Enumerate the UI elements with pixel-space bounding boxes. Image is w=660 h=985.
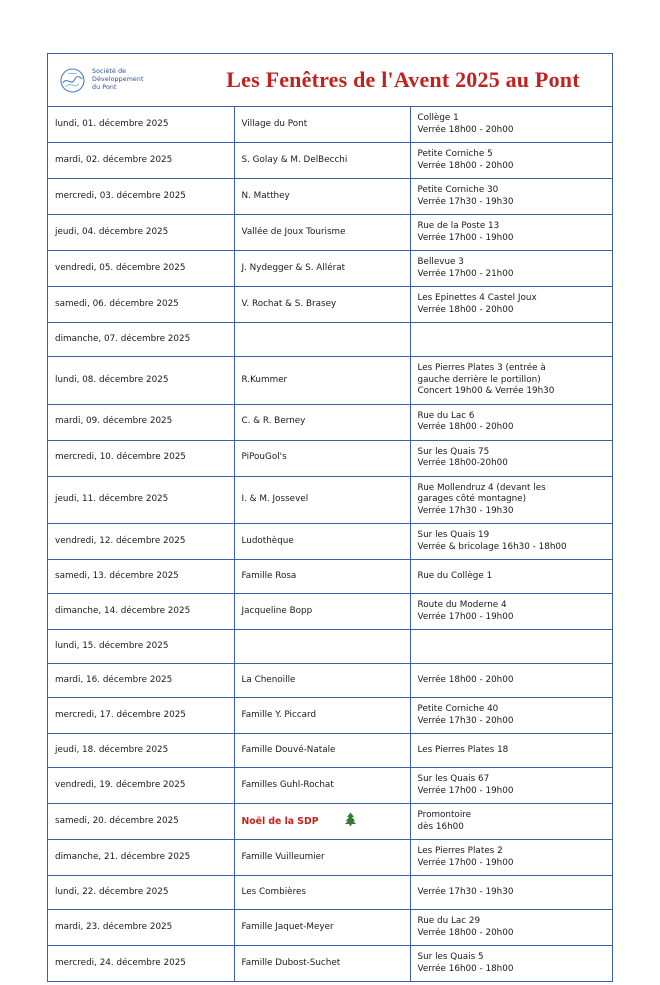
cell-host: Familles Guhl-Rochat	[234, 768, 410, 804]
cell-place	[410, 734, 612, 768]
place-line: Rue du Lac 29	[417, 916, 481, 926]
cell-place	[410, 476, 612, 524]
cell-host: La Chenoille	[234, 664, 410, 698]
cell-host: V. Rochat & S. Brasey	[234, 287, 410, 323]
cell-host: Jacqueline Bopp	[234, 594, 410, 630]
table-row	[48, 804, 612, 840]
place-line: Sur les Quais 19	[417, 530, 490, 540]
place-line: dès 16h00	[417, 821, 464, 832]
cell-host: Vallée de Joux Tourisme	[234, 215, 410, 251]
cell-date: lundi, 15. décembre 2025	[48, 630, 234, 664]
cell-place	[410, 946, 612, 982]
page-title: Les Fenêtres de l'Avent 2025 au Pont	[226, 67, 580, 92]
place-line: Promontoire	[417, 810, 472, 820]
cell-date: vendredi, 19. décembre 2025	[48, 768, 234, 804]
table-row	[48, 594, 612, 630]
place-line: Rue du Collège 1	[417, 570, 493, 581]
table-row	[48, 524, 612, 560]
cell-date: mardi, 02. décembre 2025	[48, 143, 234, 179]
cell-host: Famille Douvé-Natale	[234, 734, 410, 768]
place-line: Rue de la Poste 13	[417, 221, 500, 231]
cell-date: vendredi, 05. décembre 2025	[48, 251, 234, 287]
cell-place	[410, 698, 612, 734]
place-line: Sur les Quais 5	[417, 952, 484, 962]
place-line: Verrée 17h00 - 21h00	[417, 268, 514, 279]
logo-block	[54, 66, 208, 95]
cell-date: jeudi, 04. décembre 2025	[48, 215, 234, 251]
place-line: Verrée & bricolage 16h30 - 18h00	[417, 541, 567, 552]
advent-schedule-table	[48, 107, 612, 981]
place-line: Sur les Quais 75	[417, 446, 490, 457]
table-row	[48, 946, 612, 982]
place-line: Verrée 18h00 - 20h00	[417, 674, 514, 685]
cell-date: mardi, 16. décembre 2025	[48, 664, 234, 698]
advent-calendar-sheet	[47, 53, 613, 982]
cell-host: Famille Vuilleumier	[234, 840, 410, 876]
cell-place	[410, 560, 612, 594]
table-row	[48, 630, 612, 664]
cell-date: mardi, 09. décembre 2025	[48, 404, 234, 440]
table-row	[48, 323, 612, 357]
cell-date: mercredi, 24. décembre 2025	[48, 946, 234, 982]
cell-date: samedi, 20. décembre 2025	[48, 804, 234, 840]
cell-date: mercredi, 17. décembre 2025	[48, 698, 234, 734]
table-row	[48, 476, 612, 524]
place-line: Verrée 17h00 - 19h00	[417, 611, 514, 622]
place-line: Verrée 17h30 - 19h30	[417, 505, 514, 516]
place-line: Verrée 17h00 - 19h00	[417, 232, 514, 243]
place-line: Verrée 17h00 - 19h00	[417, 857, 514, 868]
document-header	[48, 54, 612, 107]
place-line: Verrée 17h30 - 19h30	[417, 886, 514, 897]
cell-place	[410, 287, 612, 323]
cell-place	[410, 404, 612, 440]
cell-host: Famille Dubost-Suchet	[234, 946, 410, 982]
cell-date: dimanche, 07. décembre 2025	[48, 323, 234, 357]
table-row	[48, 404, 612, 440]
cell-place	[410, 840, 612, 876]
cell-host: PiPouGol's	[234, 440, 410, 476]
christmas-tree-icon	[345, 812, 356, 831]
table-row	[48, 440, 612, 476]
place-line: Sur les Quais 67	[417, 774, 490, 784]
table-row	[48, 768, 612, 804]
table-row	[48, 910, 612, 946]
cell-place	[410, 179, 612, 215]
table-row	[48, 143, 612, 179]
table-row	[48, 560, 612, 594]
cell-host: Famille Y. Piccard	[234, 698, 410, 734]
cell-place	[410, 664, 612, 698]
cell-date: dimanche, 14. décembre 2025	[48, 594, 234, 630]
table-row	[48, 840, 612, 876]
place-line: Route du Moderne 4	[417, 600, 507, 610]
place-line: Rue Mollendruz 4 (devant les	[417, 482, 546, 493]
table-row	[48, 734, 612, 768]
place-line: Les Epinettes 4 Castel Joux	[417, 293, 537, 303]
table-row	[48, 664, 612, 698]
place-line: Verrée 18h00 - 20h00	[417, 422, 514, 432]
cell-place	[410, 768, 612, 804]
table-row	[48, 876, 612, 910]
cell-place	[410, 804, 612, 840]
logo-wordmark	[92, 68, 144, 93]
place-line: Verrée 17h30 - 19h30	[417, 196, 514, 207]
place-line: Verrée 18h00 - 20h00	[417, 124, 514, 135]
place-line: Collège 1	[417, 113, 459, 123]
cell-host: Les Combières	[234, 876, 410, 910]
cell-date: lundi, 22. décembre 2025	[48, 876, 234, 910]
cell-date: mercredi, 10. décembre 2025	[48, 440, 234, 476]
cell-place	[410, 630, 612, 664]
cell-place	[410, 357, 612, 405]
cell-date: samedi, 06. décembre 2025	[48, 287, 234, 323]
table-row	[48, 215, 612, 251]
place-line: Les Pierres Plates 2	[417, 846, 503, 856]
cell-host	[234, 630, 410, 664]
cell-place	[410, 910, 612, 946]
cell-host: Village du Pont	[234, 107, 410, 143]
schedule-body	[48, 107, 612, 981]
cell-date: jeudi, 11. décembre 2025	[48, 476, 234, 524]
cell-host: I. & M. Jossevel	[234, 476, 410, 524]
place-line: Verrée 18h00 - 20h00	[417, 304, 514, 315]
place-line: Petite Corniche 5	[417, 149, 493, 159]
place-line: Concert 19h00 & Verrée 19h30	[417, 386, 555, 396]
place-line: Verrée 17h00 - 19h00	[417, 785, 514, 796]
logo-line-2: Développement	[92, 75, 144, 83]
cell-date: mercredi, 03. décembre 2025	[48, 179, 234, 215]
table-row	[48, 698, 612, 734]
place-line: garages côté montagne)	[417, 494, 527, 504]
table-row	[48, 179, 612, 215]
cell-host	[234, 323, 410, 357]
host-highlight-label: Noël de la SDP	[241, 816, 319, 828]
place-line: Verrée 18h00 - 20h00	[417, 927, 514, 938]
societe-de-developpement-du-pont-logo-icon	[58, 66, 87, 95]
cell-date: dimanche, 21. décembre 2025	[48, 840, 234, 876]
cell-date: mardi, 23. décembre 2025	[48, 910, 234, 946]
cell-host: Famille Rosa	[234, 560, 410, 594]
place-line: gauche derrière le portillon)	[417, 374, 541, 385]
place-line: Verrée 17h30 - 20h00	[417, 715, 514, 726]
cell-place	[410, 524, 612, 560]
cell-date: lundi, 08. décembre 2025	[48, 357, 234, 405]
table-row	[48, 357, 612, 405]
cell-place	[410, 143, 612, 179]
place-line: Verrée 16h00 - 18h00	[417, 963, 514, 974]
cell-place	[410, 594, 612, 630]
table-row	[48, 251, 612, 287]
cell-place	[410, 323, 612, 357]
cell-host: Famille Jaquet-Meyer	[234, 910, 410, 946]
table-row	[48, 287, 612, 323]
logo-line-1: Société de	[92, 67, 127, 75]
cell-date: vendredi, 12. décembre 2025	[48, 524, 234, 560]
cell-place	[410, 251, 612, 287]
cell-place	[410, 440, 612, 476]
cell-date: lundi, 01. décembre 2025	[48, 107, 234, 143]
place-line: Petite Corniche 30	[417, 185, 499, 195]
cell-date: jeudi, 18. décembre 2025	[48, 734, 234, 768]
cell-place	[410, 215, 612, 251]
cell-host: J. Nydegger & S. Allérat	[234, 251, 410, 287]
cell-host: N. Matthey	[234, 179, 410, 215]
place-line: Bellevue 3	[417, 257, 464, 267]
cell-host: Ludothèque	[234, 524, 410, 560]
place-line: Les Pierres Plates 3 (entrée à	[417, 363, 546, 373]
cell-host: S. Golay & M. DelBecchi	[234, 143, 410, 179]
logo-line-3: du Pont	[92, 84, 117, 92]
table-row	[48, 107, 612, 143]
cell-place	[410, 107, 612, 143]
place-line: Rue du Lac 6	[417, 410, 475, 421]
cell-host: C. & R. Berney	[234, 404, 410, 440]
cell-place	[410, 876, 612, 910]
place-line: Petite Corniche 40	[417, 704, 499, 714]
cell-host	[234, 804, 410, 840]
cell-date: samedi, 13. décembre 2025	[48, 560, 234, 594]
place-line: Les Pierres Plates 18	[417, 744, 509, 755]
place-line: Verrée 18h00-20h00	[417, 458, 508, 468]
place-line: Verrée 18h00 - 20h00	[417, 160, 514, 171]
cell-host: R.Kummer	[234, 357, 410, 405]
